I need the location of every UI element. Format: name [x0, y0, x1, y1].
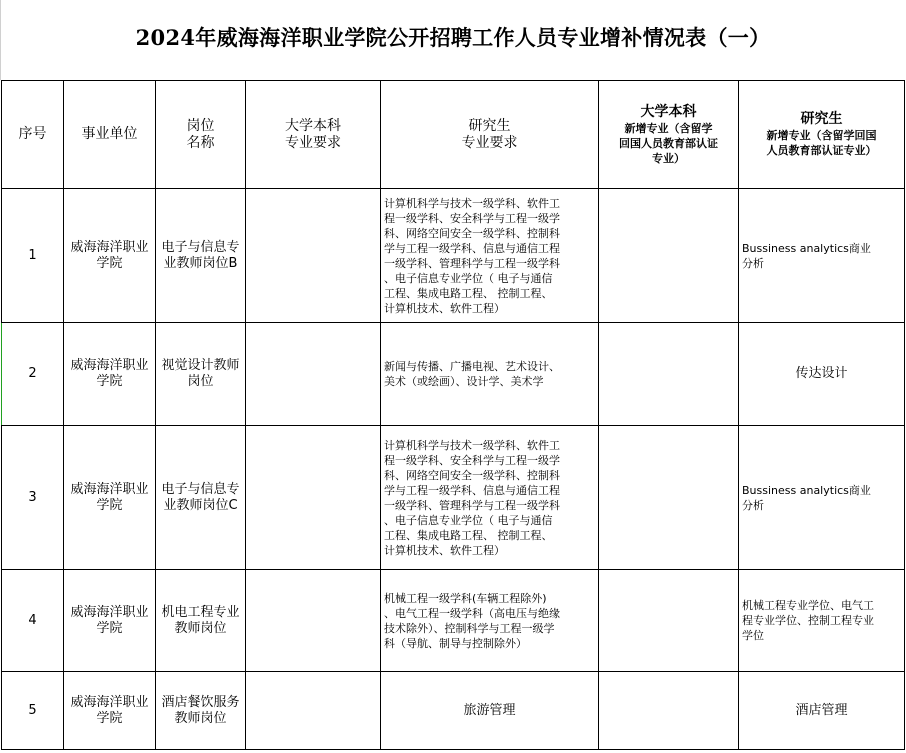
- table-row: [2, 570, 905, 672]
- row-seq: 3: [2, 426, 64, 570]
- header-pg-new-title: 研究生: [800, 111, 843, 127]
- header-post: 岗位 名称: [156, 81, 246, 189]
- page-title: 2024年威海海洋职业学院公开招聘工作人员专业增补情况表（一）: [135, 25, 771, 50]
- header-pg-requirement: 研究生 专业要求: [381, 81, 599, 189]
- row-ug-new-major: [599, 323, 739, 426]
- row-ug-requirement: [246, 672, 381, 750]
- row-pg-requirement: 机械工程一级学科(车辆工程除外) 、电气工程一级学科（高电压与绝缘 技术除外）、控制科学与工程一级学 科（导航、制导与控制除外）: [381, 570, 599, 672]
- row-ug-new-major: [599, 426, 739, 570]
- row-unit: 威海海洋职业 学院: [64, 189, 156, 323]
- header-ug-requirement: 大学本科 专业要求: [246, 81, 381, 189]
- header-pg-new-subtitle: 新增专业（含留学回国 人员教育部认证专业）: [766, 129, 877, 157]
- table-row: [2, 323, 905, 426]
- row-seq: 2: [2, 323, 64, 426]
- header-unit: 事业单位: [64, 81, 156, 189]
- row-ug-new-major: [599, 570, 739, 672]
- row-ug-requirement: [246, 570, 381, 672]
- row-ug-new-major: [599, 672, 739, 750]
- row-post: 机电工程专业 教师岗位: [156, 570, 246, 672]
- row-pg-requirement: 旅游管理: [381, 672, 599, 750]
- row-pg-requirement: 计算机科学与技术一级学科、软件工 程一级学科、安全科学与工程一级学 科、网络空间安全一级学科、控制科 学与工程一级学科、信息与通信工程 一级学科、管理科学与工程一级学科 、电子信息专业学位（ 电子与通信 工程、集成电路工程、 控制工程、 计算机技术、软件工程）: [381, 189, 599, 323]
- row-pg-new-major: 机械工程专业学位、电气工 程专业学位、控制工程专业 学位: [739, 570, 905, 672]
- row-seq: 4: [2, 570, 64, 672]
- table-row: [2, 426, 905, 570]
- row-pg-new-major: Bussiness analytics商业 分析: [739, 426, 905, 570]
- row-unit: 威海海洋职业 学院: [64, 426, 156, 570]
- row-pg-new-major: Bussiness analytics商业 分析: [739, 189, 905, 323]
- table-row: [2, 189, 905, 323]
- header-ug-new-subtitle: 新增专业（含留学 回国人员教育部认证 专业）: [619, 121, 718, 165]
- header-ug-new-major: [599, 81, 739, 189]
- header-pg-new-major: [739, 81, 905, 189]
- recruitment-table: [1, 80, 905, 750]
- row-pg-requirement: 新闻与传播、广播电视、艺术设计、 美术（或绘画）、设计学、美术学: [381, 323, 599, 426]
- row-seq: 1: [2, 189, 64, 323]
- row-ug-requirement: [246, 323, 381, 426]
- row-unit: 威海海洋职业 学院: [64, 570, 156, 672]
- table-row: [2, 672, 905, 750]
- row-post: 电子与信息专 业教师岗位C: [156, 426, 246, 570]
- row-pg-requirement: 计算机科学与技术一级学科、软件工 程一级学科、安全科学与工程一级学 科、网络空间安全一级学科、控制科 学与工程一级学科、信息与通信工程 一级学科、管理科学与工程一级学科 、电子信息专业学位（ 电子与通信 工程、集成电路工程、 控制工程、 计算机技术、软件工程）: [381, 426, 599, 570]
- row-unit: 威海海洋职业 学院: [64, 672, 156, 750]
- row-ug-requirement: [246, 426, 381, 570]
- header-row: [2, 81, 905, 189]
- row-seq: 5: [2, 672, 64, 750]
- row-ug-new-major: [599, 189, 739, 323]
- row-post: 视觉设计教师 岗位: [156, 323, 246, 426]
- row-pg-new-major: 酒店管理: [739, 672, 905, 750]
- row-post: 电子与信息专 业教师岗位B: [156, 189, 246, 323]
- row-post: 酒店餐饮服务 教师岗位: [156, 672, 246, 750]
- header-seq: 序号: [2, 81, 64, 189]
- header-ug-new-title: 大学本科: [640, 103, 697, 120]
- row-pg-new-major: 传达设计: [739, 323, 905, 426]
- row-ug-requirement: [246, 189, 381, 323]
- row-unit: 威海海洋职业 学院: [64, 323, 156, 426]
